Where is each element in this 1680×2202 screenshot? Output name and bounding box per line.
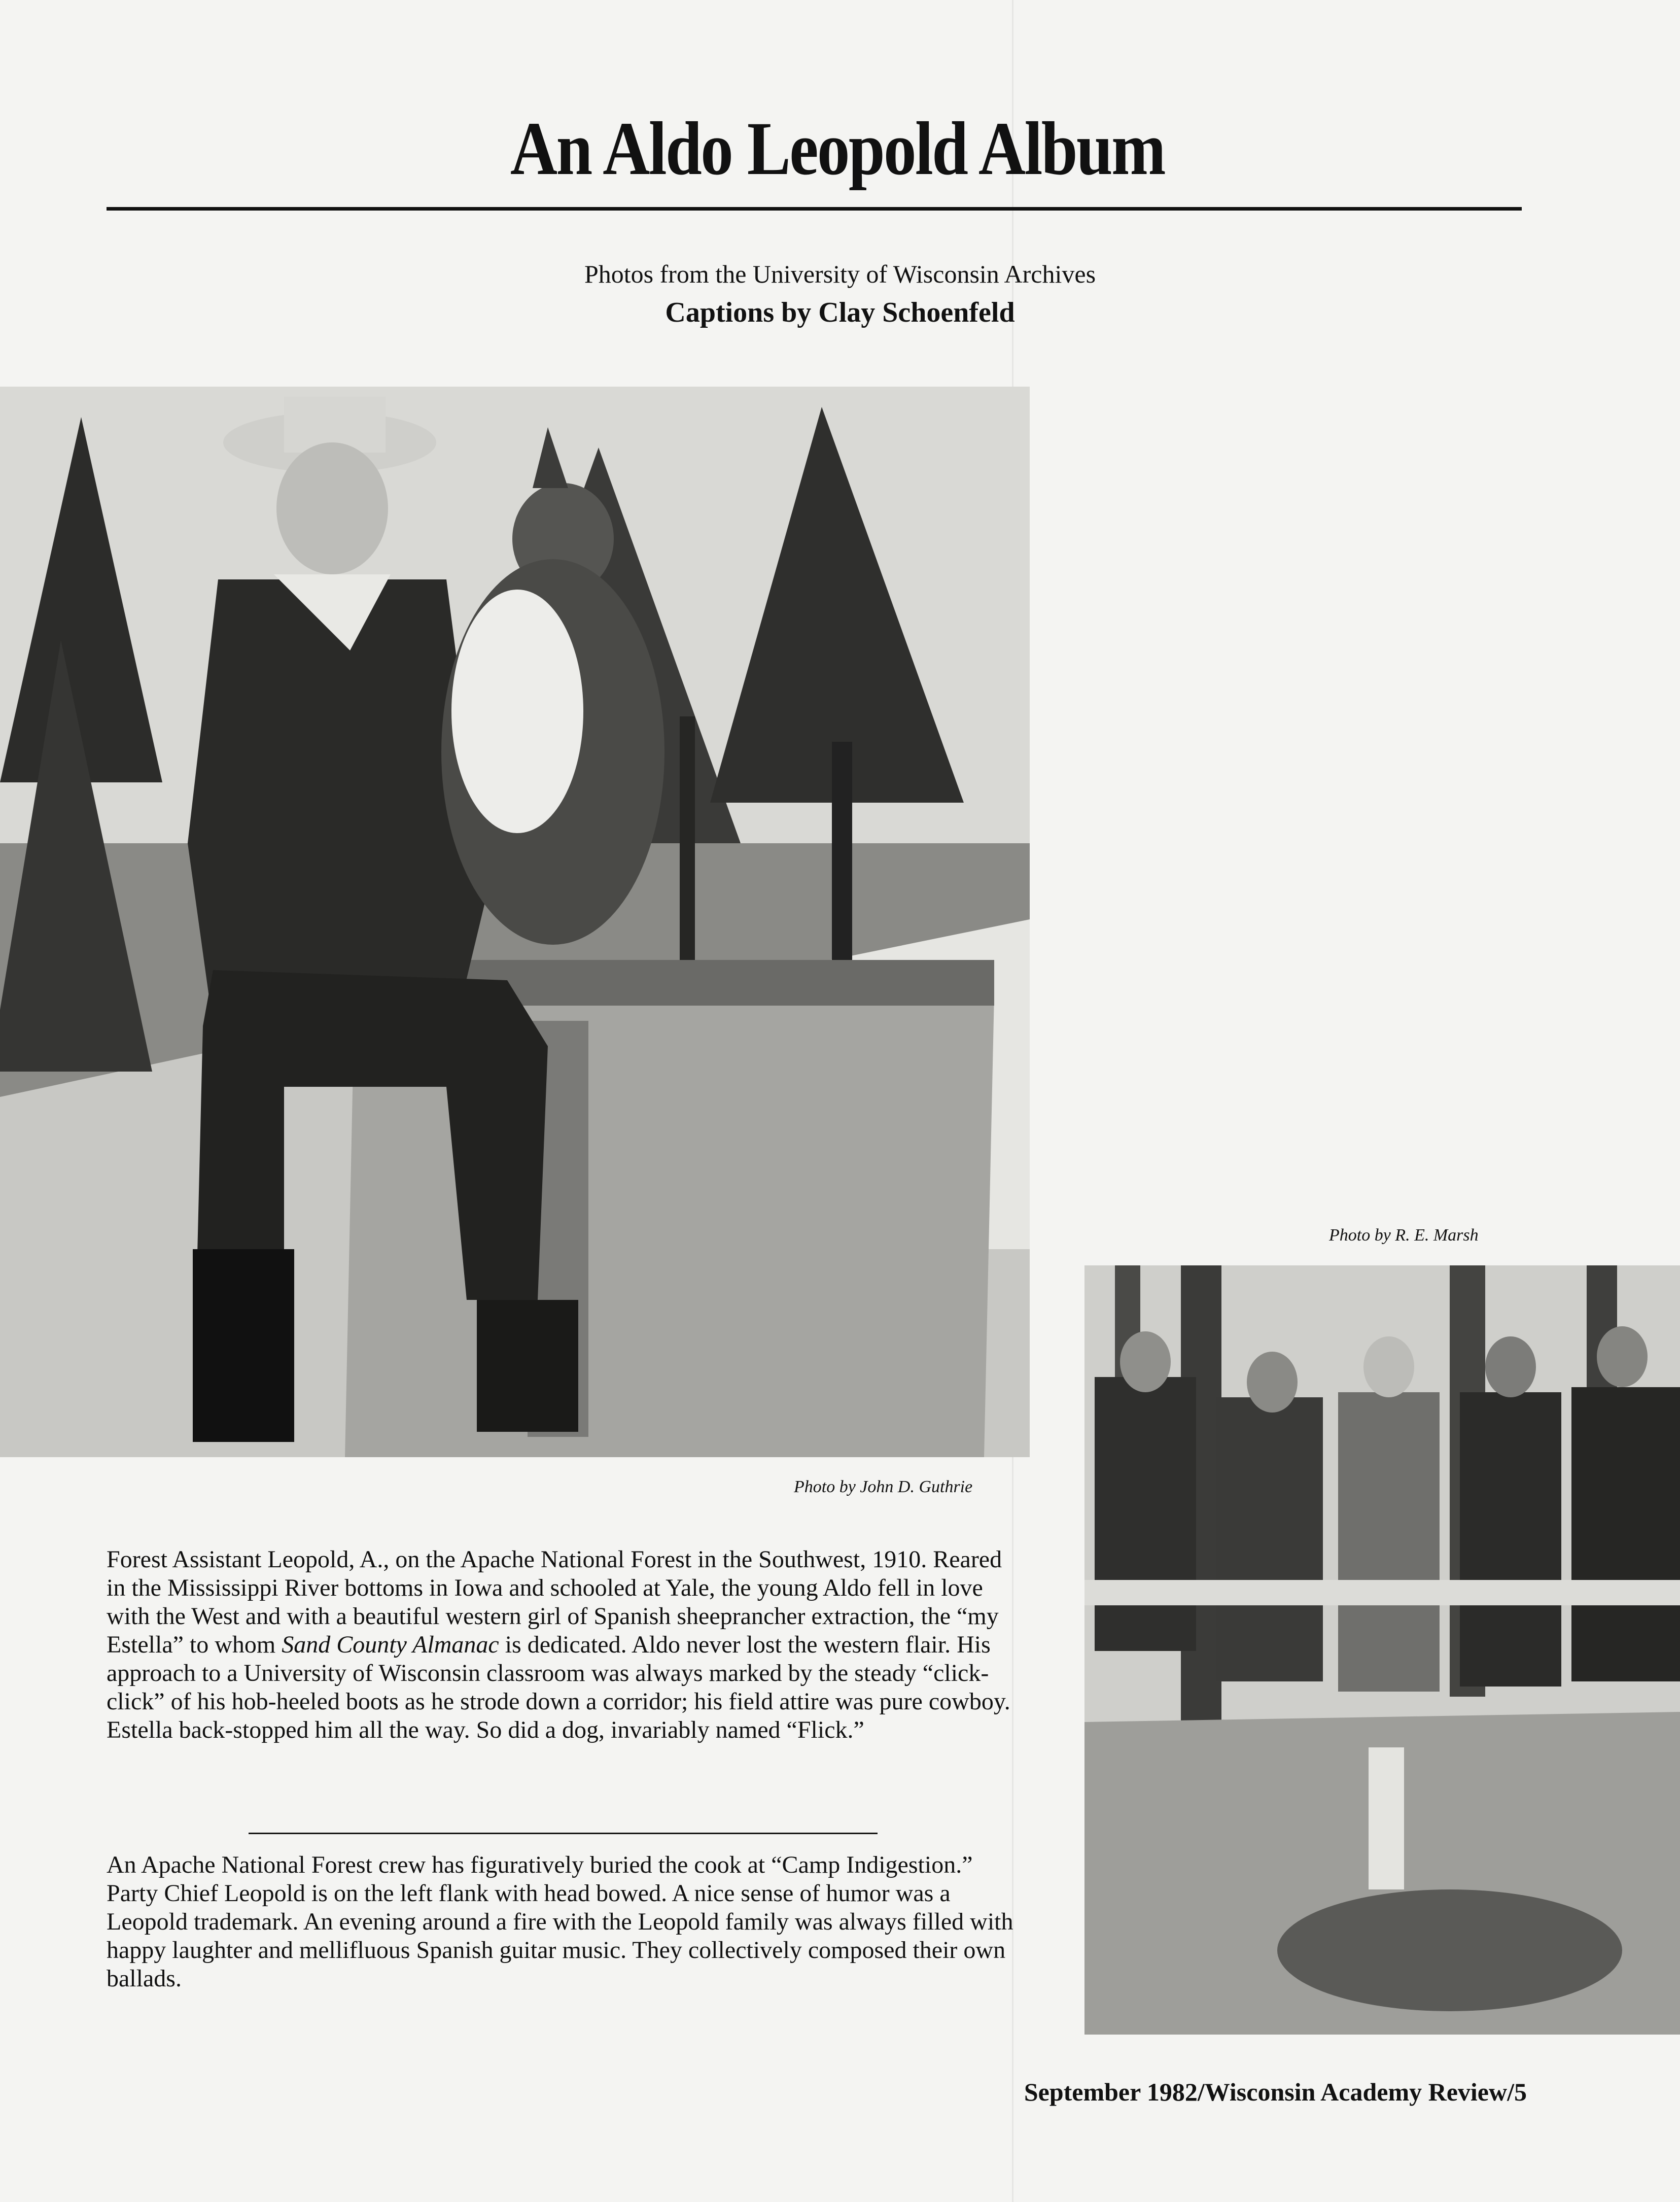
photo-leopold-with-dog-image	[0, 387, 1030, 1457]
title-rule	[107, 207, 1522, 211]
subtitle: Photos from the University of Wisconsin Archives	[584, 260, 1096, 288]
captions-credit: Captions by Clay Schoenfeld	[665, 297, 1015, 328]
photo-leopold-with-dog	[0, 387, 1030, 1457]
photo-credit-marsh: Photo by R. E. Marsh	[1329, 1226, 1479, 1245]
caption-1-part-b: is dedicated. Aldo never lost the western flair. His approach to a University of Wisconsin classroom was always marked by the steady “click-click” of his hob-heeled boots as he strode down a corridor; his field attire was pure cowboy. Estella back-stopped him all the way. So did a dog, invariably named “Flick.”	[107, 1631, 1010, 1743]
caption-camp-indigestion: An Apache National Forest crew has figuratively buried the cook at “Camp Indigestion.” Party Chief Leopold is on the left flank with head bowed. A nice sense of humor was a Leopold trademark. An evening around a fire with the Leopold family was always filled with happy laughter and mellifluous Spanish guitar music. They collectively composed their own ballads.	[107, 1851, 1013, 1992]
book-title-sand-county-almanac: Sand County Almanac	[282, 1631, 499, 1658]
page-footer: September 1982/Wisconsin Academy Review/5	[1024, 2078, 1527, 2106]
photo-camp-indigestion-crew	[1084, 1265, 1680, 2035]
caption-divider	[249, 1833, 878, 1834]
caption-1-part-a: Forest Assistant Leopold, A., on the Apache National Forest in the Southwest, 1910. Reared in the Mississippi River bottoms in Iowa and schooled at Yale, the young Aldo fell in love with the West and with a beautiful western girl of Spanish sheeprancher extraction, the “my Estella” to whom	[107, 1546, 1002, 1658]
caption-leopold-with-dog	[107, 1545, 1020, 1744]
photo-credit-guthrie: Photo by John D. Guthrie	[794, 1477, 973, 1496]
page-title: An Aldo Leopold Album	[510, 107, 1165, 191]
photo-camp-indigestion-crew-image	[1084, 1265, 1680, 2035]
